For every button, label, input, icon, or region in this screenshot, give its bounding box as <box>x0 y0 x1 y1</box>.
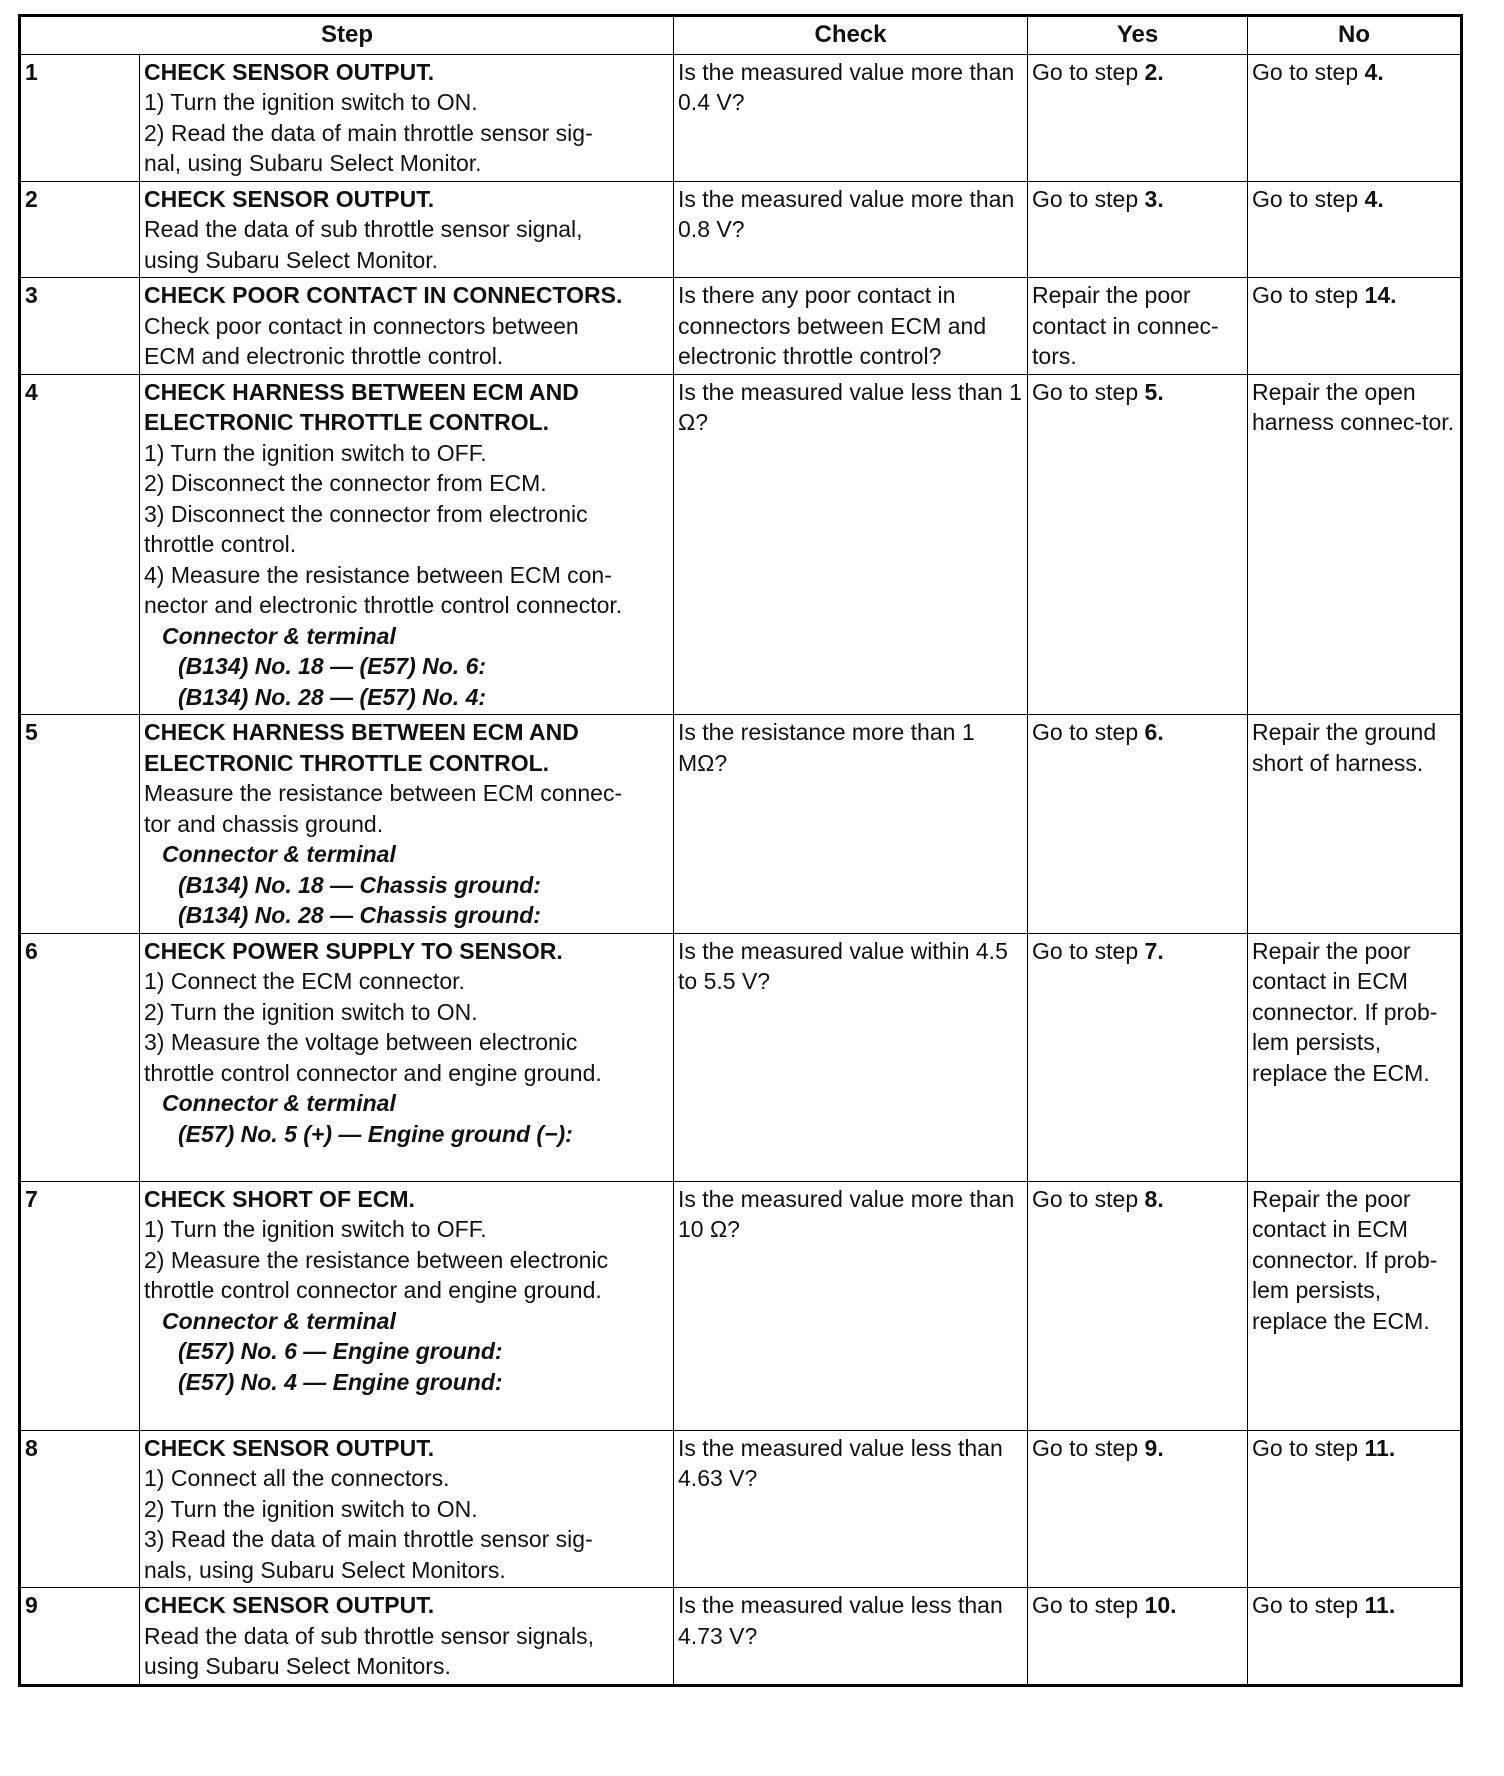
yes-action-text: Go to step <box>1032 1434 1145 1461</box>
step-number: 6 <box>20 933 140 1181</box>
step-instruction: Read the data of sub throttle sensor signal, <box>144 216 583 242</box>
no-action-text: Go to step <box>1252 1592 1365 1618</box>
step-instruction: 1) Turn the ignition switch to ON. <box>144 89 478 115</box>
yes-target-step: 7. <box>1144 937 1164 964</box>
step-number: 4 <box>20 374 140 715</box>
step-number: 7 <box>20 1181 140 1430</box>
step-number: 5 <box>20 715 140 934</box>
table-row <box>20 54 1462 181</box>
header-step: Step <box>20 16 674 55</box>
step-title: CHECK SHORT OF ECM. <box>144 1185 415 1212</box>
no-target-step: 14. <box>1364 282 1397 308</box>
step-instruction: using Subaru Select Monitors. <box>144 1653 451 1679</box>
connector-terminal-item: (B134) No. 28 — (E57) No. 4: <box>178 683 487 710</box>
check-question: Is the measured value more than 0.4 V? <box>674 54 1028 181</box>
yes-action <box>1028 1181 1248 1430</box>
yes-target-step: 10. <box>1144 1592 1177 1618</box>
step-title: CHECK POOR CONTACT IN CONNECTORS. <box>144 282 623 308</box>
step-title: CHECK POWER SUPPLY TO SENSOR. <box>144 937 563 964</box>
yes-action <box>1028 374 1248 715</box>
no-action <box>1248 933 1462 1181</box>
header-no: No <box>1248 16 1462 55</box>
yes-action-text: Go to step <box>1032 937 1145 964</box>
connector-terminal-heading: Connector & terminal <box>162 1307 396 1334</box>
table-row <box>20 278 1462 375</box>
no-target-step: 4. <box>1364 58 1384 85</box>
step-number: 1 <box>20 54 140 181</box>
table-row <box>20 933 1462 1181</box>
yes-action-text: Go to step <box>1032 185 1145 212</box>
step-instruction: 2) Measure the resistance between electronic <box>144 1246 609 1273</box>
step-description <box>140 374 674 715</box>
no-action <box>1248 1181 1462 1430</box>
step-instruction: 3) Read the data of main throttle sensor sig- <box>144 1526 593 1552</box>
connector-terminal-heading: Connector & terminal <box>162 1090 396 1116</box>
yes-action-text: Go to step <box>1032 58 1145 85</box>
no-target-step: 4. <box>1364 185 1384 212</box>
step-instruction: 1) Connect the ECM connector. <box>144 968 465 994</box>
no-action-text: Repair the ground short of harness. <box>1252 719 1437 776</box>
step-description <box>140 1430 674 1588</box>
step-title: CHECK HARNESS BETWEEN ECM AND ELECTRONIC THROTTLE CONTROL. <box>144 378 579 435</box>
table-row <box>20 181 1462 278</box>
yes-target-step: 3. <box>1144 185 1164 212</box>
connector-terminal-item: (B134) No. 28 — Chassis ground: <box>178 902 541 928</box>
step-description <box>140 1588 674 1686</box>
step-instruction: 3) Measure the voltage between electronic <box>144 1029 578 1055</box>
step-instruction: Read the data of sub throttle sensor signals, <box>144 1622 595 1649</box>
yes-action-text: Go to step <box>1032 719 1145 745</box>
step-instruction: 2) Turn the ignition switch to ON. <box>144 1495 478 1522</box>
check-question: Is the measured value within 4.5 to 5.5 V? <box>674 933 1028 1181</box>
step-instruction: 2) Disconnect the connector from ECM. <box>144 470 547 496</box>
yes-action <box>1028 181 1248 278</box>
yes-action <box>1028 54 1248 181</box>
yes-action <box>1028 933 1248 1181</box>
yes-target-step: 2. <box>1144 58 1164 85</box>
diagnostic-procedure-table <box>18 14 1463 1687</box>
step-instruction: 1) Connect all the connectors. <box>144 1465 450 1491</box>
no-target-step: 11. <box>1364 1592 1396 1618</box>
step-instruction: Check poor contact in connectors between <box>144 312 579 339</box>
step-description <box>140 181 674 278</box>
step-description <box>140 278 674 375</box>
table-row <box>20 1588 1462 1686</box>
table-header-row <box>20 16 1462 55</box>
step-instruction: tor and chassis ground. <box>144 810 384 837</box>
step-instruction: using Subaru Select Monitor. <box>144 246 439 273</box>
table-row <box>20 374 1462 715</box>
check-question: Is the measured value less than 1 Ω? <box>674 374 1028 715</box>
no-action <box>1248 715 1462 934</box>
yes-action <box>1028 1430 1248 1588</box>
step-instruction: 2) Read the data of main throttle sensor sig- <box>144 119 593 146</box>
yes-action-text: Go to step <box>1032 378 1145 405</box>
no-action-text: Repair the poor contact in ECM connector. If prob-lem persists, replace the ECM. <box>1252 1185 1438 1334</box>
step-instruction: ECM and electronic throttle control. <box>144 343 504 369</box>
step-title: CHECK HARNESS BETWEEN ECM AND ELECTRONIC THROTTLE CONTROL. <box>144 719 579 776</box>
no-action-text: Go to step <box>1252 1434 1365 1461</box>
step-description <box>140 715 674 934</box>
yes-target-step: 9. <box>1144 1434 1164 1461</box>
no-target-step: 11. <box>1364 1434 1396 1461</box>
no-action-text: Go to step <box>1252 58 1365 85</box>
yes-action-text: Go to step <box>1032 1185 1145 1212</box>
yes-action-text: Repair the poor contact in connec-tors. <box>1032 282 1219 369</box>
check-question: Is the measured value more than 0.8 V? <box>674 181 1028 278</box>
check-question: Is the resistance more than 1 MΩ? <box>674 715 1028 934</box>
header-yes: Yes <box>1028 16 1248 55</box>
check-question: Is the measured value less than 4.73 V? <box>674 1588 1028 1686</box>
connector-terminal-heading: Connector & terminal <box>162 841 396 867</box>
step-instruction: nal, using Subaru Select Monitor. <box>144 150 482 176</box>
step-instruction: 1) Turn the ignition switch to OFF. <box>144 1216 487 1242</box>
no-action <box>1248 1430 1462 1588</box>
step-description <box>140 933 674 1181</box>
no-action <box>1248 181 1462 278</box>
step-instruction: nals, using Subaru Select Monitors. <box>144 1556 506 1583</box>
step-title: CHECK SENSOR OUTPUT. <box>144 58 435 85</box>
no-action-text: Go to step <box>1252 185 1365 212</box>
step-instruction: Measure the resistance between ECM connec- <box>144 780 623 806</box>
header-check: Check <box>674 16 1028 55</box>
step-instruction: throttle control. <box>144 531 297 557</box>
connector-terminal-item: (B134) No. 18 — (E57) No. 6: <box>178 653 487 679</box>
step-instruction: 3) Disconnect the connector from electronic <box>144 500 588 527</box>
step-instruction: throttle control connector and engine ground. <box>144 1277 602 1303</box>
check-question: Is the measured value less than 4.63 V? <box>674 1430 1028 1588</box>
check-question: Is there any poor contact in connectors between ECM and electronic throttle control? <box>674 278 1028 375</box>
table-body <box>20 54 1462 1685</box>
step-title: CHECK SENSOR OUTPUT. <box>144 185 435 212</box>
table-row <box>20 715 1462 934</box>
table-row <box>20 1181 1462 1430</box>
yes-action <box>1028 715 1248 934</box>
no-action <box>1248 278 1462 375</box>
yes-target-step: 6. <box>1144 719 1164 745</box>
connector-terminal-item: (E57) No. 5 (+) — Engine ground (−): <box>178 1120 573 1147</box>
step-instruction: nector and electronic throttle control connector. <box>144 592 623 618</box>
no-action <box>1248 1588 1462 1686</box>
connector-terminal-item: (E57) No. 6 — Engine ground: <box>178 1338 503 1364</box>
step-instruction: 2) Turn the ignition switch to ON. <box>144 998 478 1025</box>
step-number: 3 <box>20 278 140 375</box>
check-question: Is the measured value more than 10 Ω? <box>674 1181 1028 1430</box>
yes-target-step: 5. <box>1144 378 1164 405</box>
connector-terminal-heading: Connector & terminal <box>162 622 396 649</box>
connector-terminal-item: (E57) No. 4 — Engine ground: <box>178 1368 503 1395</box>
step-instruction: 4) Measure the resistance between ECM con- <box>144 561 612 588</box>
step-description <box>140 54 674 181</box>
connector-terminal-item: (B134) No. 18 — Chassis ground: <box>178 871 541 898</box>
no-action-text: Repair the poor contact in ECM connector. If prob-lem persists, replace the ECM. <box>1252 937 1438 1086</box>
yes-action-text: Go to step <box>1032 1592 1145 1618</box>
step-number: 8 <box>20 1430 140 1588</box>
yes-action <box>1028 1588 1248 1686</box>
step-description <box>140 1181 674 1430</box>
no-action-text: Repair the open harness connec-tor. <box>1252 378 1455 435</box>
step-instruction: throttle control connector and engine ground. <box>144 1059 602 1086</box>
no-action <box>1248 54 1462 181</box>
step-title: CHECK SENSOR OUTPUT. <box>144 1434 435 1461</box>
step-number: 2 <box>20 181 140 278</box>
yes-action <box>1028 278 1248 375</box>
step-title: CHECK SENSOR OUTPUT. <box>144 1592 435 1618</box>
no-action <box>1248 374 1462 715</box>
step-number: 9 <box>20 1588 140 1686</box>
table-row <box>20 1430 1462 1588</box>
yes-target-step: 8. <box>1144 1185 1164 1212</box>
step-instruction: 1) Turn the ignition switch to OFF. <box>144 439 487 466</box>
no-action-text: Go to step <box>1252 282 1365 308</box>
